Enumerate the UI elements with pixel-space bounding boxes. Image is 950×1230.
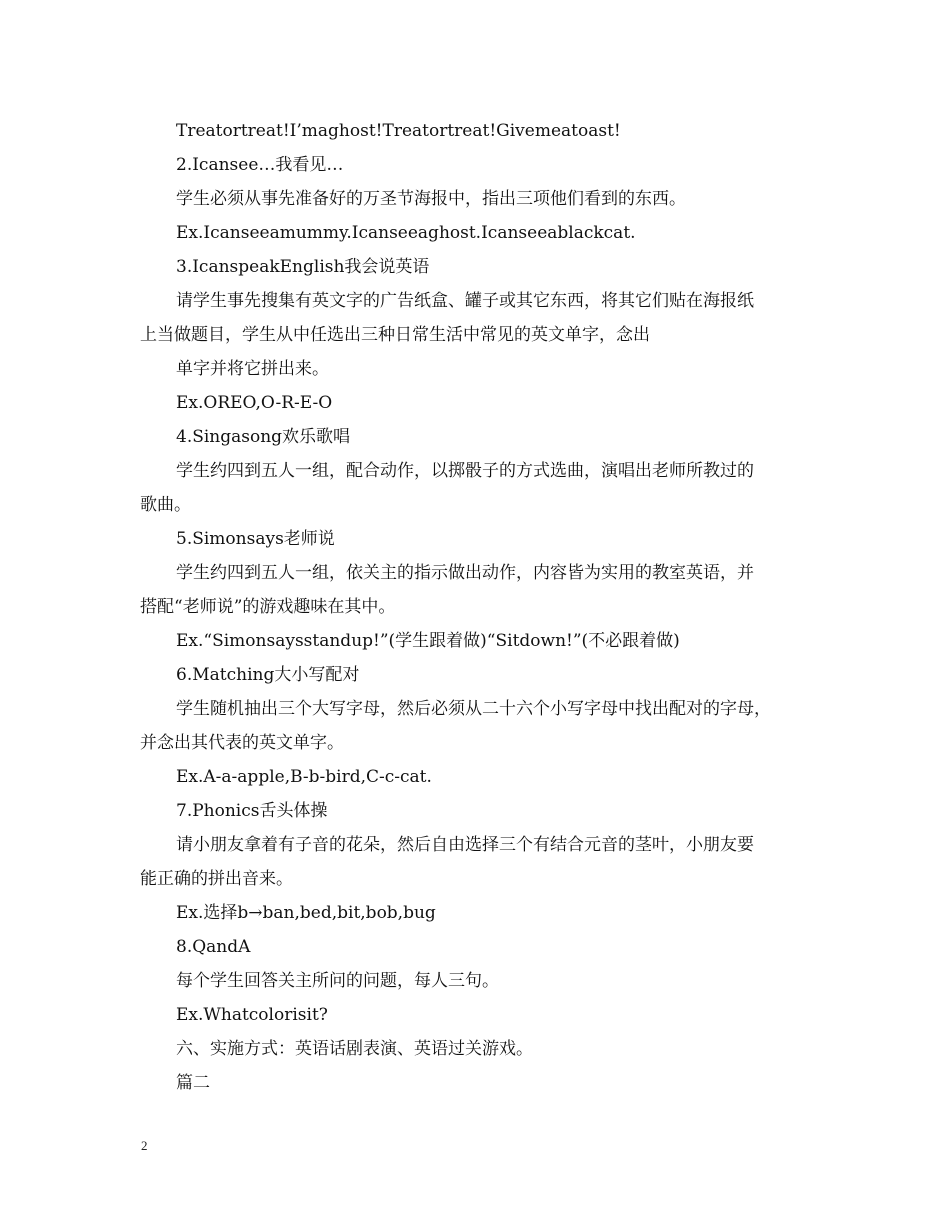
section-heading: 7.Phonics舌头体操: [176, 801, 328, 821]
text-line: 六、实施方式：英语话剧表演、英语过关游戏。: [176, 1039, 533, 1059]
text-line: 搭配“老师说”的游戏趣味在其中。: [140, 597, 396, 617]
example-line: Ex.Icanseeamummy.Icanseeaghost.Icanseeablackcat.: [176, 223, 636, 243]
example-line: Ex.OREO,O-R-E-O: [176, 393, 333, 413]
text-line: 请小朋友拿着有子音的花朵，然后自由选择三个有结合元音的茎叶，小朋友要: [176, 835, 754, 855]
section-heading: 6.Matching大小写配对: [176, 665, 360, 685]
section-heading: 5.Simonsays老师说: [176, 529, 335, 549]
example-line: Ex.选择b→ban,bed,bit,bob,bug: [176, 903, 436, 923]
text-line: 学生必须从事先准备好的万圣节海报中，指出三项他们看到的东西。: [176, 189, 686, 209]
text-line: 请学生事先搜集有英文字的广告纸盒、罐子或其它东西，将其它们贴在海报纸: [176, 291, 754, 311]
section-heading: 4.Singasong欢乐歌唱: [176, 427, 351, 447]
page-number: 2: [141, 1138, 148, 1153]
text-line: 学生随机抽出三个大写字母，然后必须从二十六个小写字母中找出配对的字母，: [176, 699, 771, 719]
text-line: 单字并将它拼出来。: [176, 359, 329, 379]
text-line: 能正确的拼出音来。: [140, 869, 293, 889]
text-line: 并念出其代表的英文单字。: [140, 733, 344, 753]
text-line: 学生约四到五人一组，依关主的指示做出动作，内容皆为实用的教室英语，并: [176, 563, 754, 583]
section-heading: 篇二: [176, 1073, 210, 1093]
text-line: 上当做题目，学生从中任选出三种日常生活中常见的英文单字，念出: [140, 325, 650, 345]
example-line: Ex.Whatcolorisit?: [176, 1005, 328, 1025]
text-line: 学生约四到五人一组，配合动作，以掷骰子的方式选曲，演唱出老师所教过的: [176, 461, 754, 481]
text-line: Treatortreat!I’maghost!Treatortreat!Givemeatoast!: [176, 121, 621, 141]
text-line: 歌曲。: [140, 495, 191, 515]
example-line: Ex.“Simonsaysstandup!”(学生跟着做)“Sitdown!”(不必跟着做): [176, 631, 680, 651]
section-heading: 8.QandA: [176, 937, 251, 957]
text-line: 每个学生回答关主所问的问题，每人三句。: [176, 971, 499, 991]
section-heading: 2.Icansee…我看见…: [176, 155, 344, 175]
example-line: Ex.A-a-apple,B-b-bird,C-c-cat.: [176, 767, 432, 787]
section-heading: 3.IcanspeakEnglish我会说英语: [176, 257, 430, 277]
